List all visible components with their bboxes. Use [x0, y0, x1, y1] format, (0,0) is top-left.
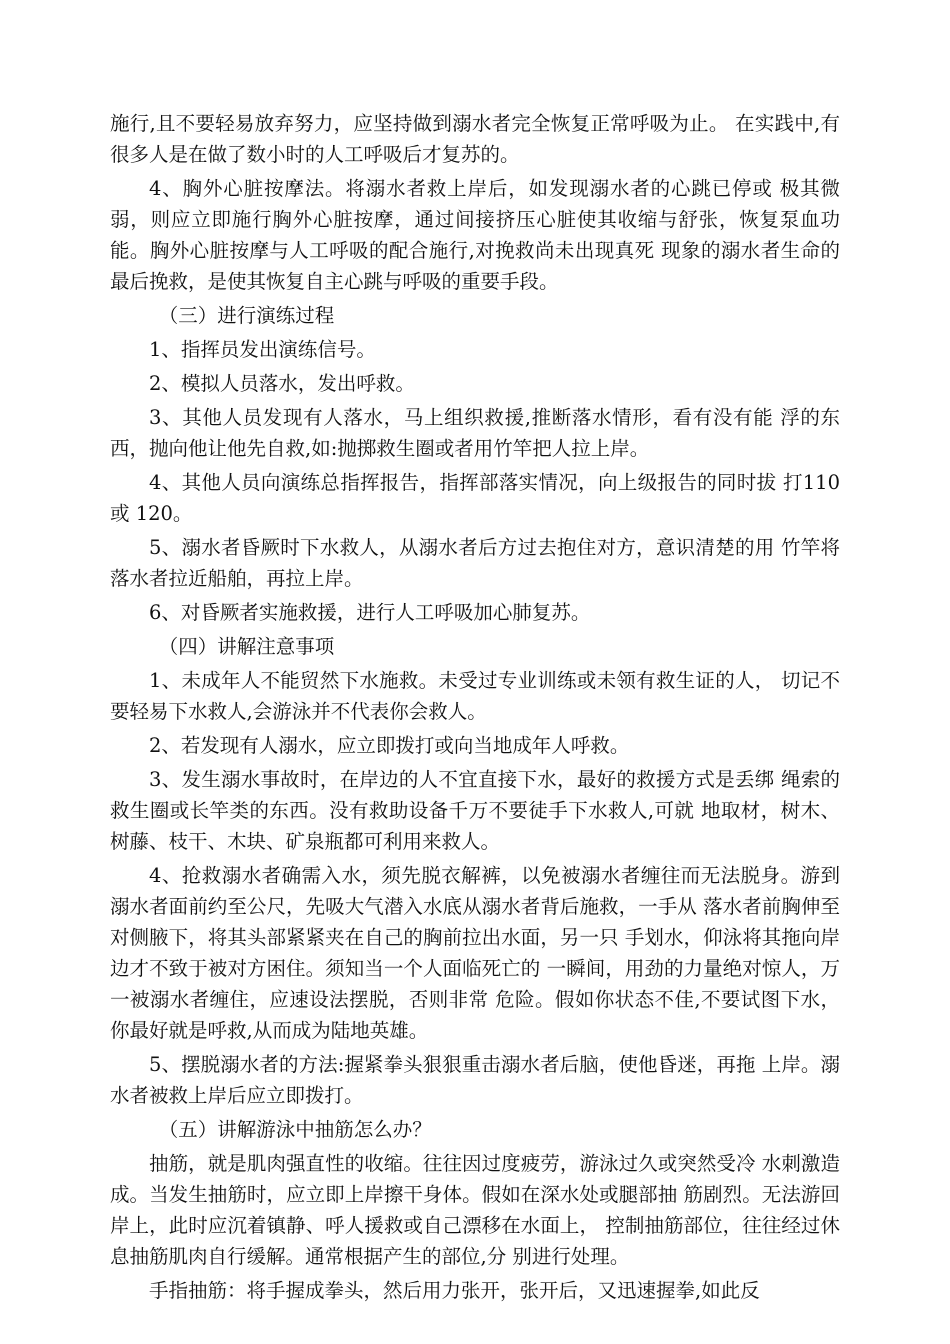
drill-step-5: 5、溺水者昏厥时下水救人，从溺水者后方过去抱住对方，意识清楚的用 竹竿将落水者拉近船舶，再拉上岸。 — [110, 536, 840, 590]
section-heading-4: （四）讲解注意事项 — [158, 635, 335, 658]
paragraph-continuation: 施行,且不要轻易放弃努力，应坚持做到溺水者完全恢复正常呼吸为止。 在实践中,有很多人是在做了数小时的人工呼吸后才复苏的。 — [110, 112, 840, 166]
document-body — [110, 108, 840, 1309]
paragraph-cpr: 4、胸外心脏按摩法。将溺水者救上岸后，如发现溺水者的心跳已停或 极其微弱，则应立即施行胸外心脏按摩，通过间接挤压心脏使其收缩与舒张，恢复泵血功能。胸外心脏按摩与人工呼吸的配合施行,对挽救尚未出现真死 现象的溺水者生命的最后挽救，是使其恢复自主心跳与呼吸的重要手段。 — [110, 177, 840, 293]
note-1: 1、未成年人不能贸然下水施救。未受过专业训练或未领有救生证的人， 切记不要轻易下水救人,会游泳并不代表你会救人。 — [110, 669, 840, 723]
section-heading-5: （五）讲解游泳中抽筋怎么办？ — [158, 1118, 432, 1141]
note-2: 2、若发现有人溺水，应立即拨打或向当地成年人呼救。 — [149, 734, 630, 757]
note-4: 4、抢救溺水者确需入水，须先脱衣解裤，以免被溺水者缠往而无法脱身。游到溺水者面前约至公尺，先吸大气潜入水底从溺水者背后施救，一手从 落水者前胸伸至对侧腋下，将其头部紧紧夹在自己的胸前拉出水面，另一只 手划水，仰泳将其拖向岸边才不致于被对方困住。须知当一个人面临死亡的 一瞬间，用劲的力量绝对惊人，万一被溺水者缠住，应速设法摆脱，否则非常 危险。假如你状态不佳,不要试图下水，你最好就是呼救,从而成为陆地英雄。 — [110, 864, 840, 1042]
note-5: 5、摆脱溺水者的方法:握紧拳头狠狠重击溺水者后脑，使他昏迷，再拖 上岸。溺水者被救上岸后应立即拨打。 — [110, 1053, 840, 1107]
drill-step-6: 6、对昏厥者实施救援，进行人工呼吸加心肺复苏。 — [149, 601, 591, 624]
drill-step-3: 3、其他人员发现有人落水，马上组织救援,推断落水情形，看有没有能 浮的东西，抛向他让他先自救,如:抛掷救生圈或者用竹竿把人拉上岸。 — [110, 406, 840, 460]
cramp-intro: 抽筋，就是肌肉强直性的收缩。往往因过度疲劳，游泳过久或突然受冷 水刺激造成。当发生抽筋时，应立即上岸擦干身体。假如在深水处或腿部抽 筋剧烈。无法游回岸上，此时应沉着镇静、呼人援救或自己漂移在水面上， 控制抽筋部位，往往经过休息抽筋肌肉自行缓解。通常根据产生的部位,分 别进行处理。 — [110, 1152, 840, 1268]
finger-cramp: 手指抽筋：将手握成拳头，然后用力张开，张开后，又迅速握拳,如此反 — [149, 1279, 760, 1302]
note-3: 3、发生溺水事故时，在岸边的人不宜直接下水，最好的救援方式是丢绑 绳索的救生圈或长竿类的东西。没有救助设备千万不要徒手下水救人,可就 地取材，树木、树藤、枝干、木块、矿泉瓶都可利用来救人。 — [110, 768, 840, 853]
drill-step-4: 4、其他人员向演练总指挥报告，指挥部落实情况，向上级报告的同时拔 打110或 120。 — [110, 471, 840, 525]
section-heading-3: （三）进行演练过程 — [158, 304, 335, 327]
drill-step-1: 1、指挥员发出演练信号。 — [149, 338, 376, 361]
drill-step-2: 2、模拟人员落水，发出呼救。 — [149, 372, 415, 395]
